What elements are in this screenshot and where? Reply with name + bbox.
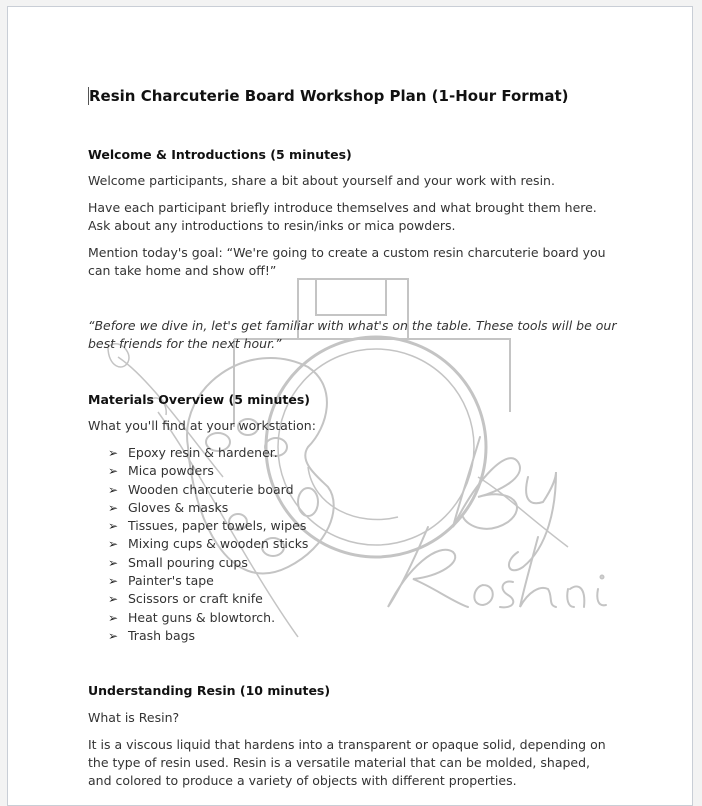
list-item: ➢ Tissues, paper towels, wipes [88,517,308,535]
resin-heading: Understanding Resin (10 minutes) [88,683,331,698]
document-page [7,6,693,806]
arrow-bullet-icon: ➢ [108,519,119,534]
list-item: ➢ Small pouring cups [88,554,308,572]
arrow-bullet-icon: ➢ [108,628,119,643]
document-title: Resin Charcuterie Board Workshop Plan (1-Hour Format) [89,87,569,105]
list-item: ➢ Wooden charcuterie board [88,481,308,499]
list-item: ➢ Trash bags [88,627,308,645]
welcome-heading: Welcome & Introductions (5 minutes) [88,147,352,162]
list-item: ➢ Heat guns & blowtorch. [88,609,308,627]
arrow-bullet-icon: ➢ [108,574,119,589]
welcome-paragraph-2: Have each participant briefly introduce themselves and what brought them here. Ask about any introductions to resin/inks or mica powders. [88,200,597,233]
arrow-bullet-icon: ➢ [108,500,119,515]
list-item: ➢ Mica powders [88,462,308,480]
materials-list [88,444,308,645]
list-item: ➢ Painter's tape [88,572,308,590]
materials-heading: Materials Overview (5 minutes) [88,392,310,407]
arrow-bullet-icon: ➢ [108,592,119,607]
arrow-bullet-icon: ➢ [108,446,119,460]
camera-viewfinder [316,279,386,315]
welcome-paragraph-1: Welcome participants, share a bit about yourself and your work with resin. [88,173,555,188]
materials-intro: What you'll find at your workstation: [88,418,316,433]
arrow-bullet-icon: ➢ [108,610,119,625]
resin-paragraph-1: It is a viscous liquid that hardens into a transparent or opaque solid, depending on the type of resin used. Resin is a versatile material that can be molded, shaped, and colored to produce a variety of objects with different properties. [88,737,606,788]
list-item: ➢ Epoxy resin & hardener. [88,444,308,462]
list-item: ➢ Scissors or craft knife [88,590,308,608]
list-item: ➢ Gloves & masks [88,499,308,517]
welcome-quote: “Before we dive in, let's get familiar with what's on the table. These tools will be our best friends for the next hour.” [88,318,617,351]
resin-question: What is Resin? [88,710,180,725]
arrow-bullet-icon: ➢ [108,482,119,497]
arrow-bullet-icon: ➢ [108,555,119,570]
arrow-bullet-icon: ➢ [108,537,119,552]
arrow-bullet-icon: ➢ [108,464,119,479]
list-item: ➢ Mixing cups & wooden sticks [88,535,308,553]
welcome-paragraph-3: Mention today's goal: “We're going to create a custom resin charcuterie board you can take home and show off!” [88,245,606,278]
